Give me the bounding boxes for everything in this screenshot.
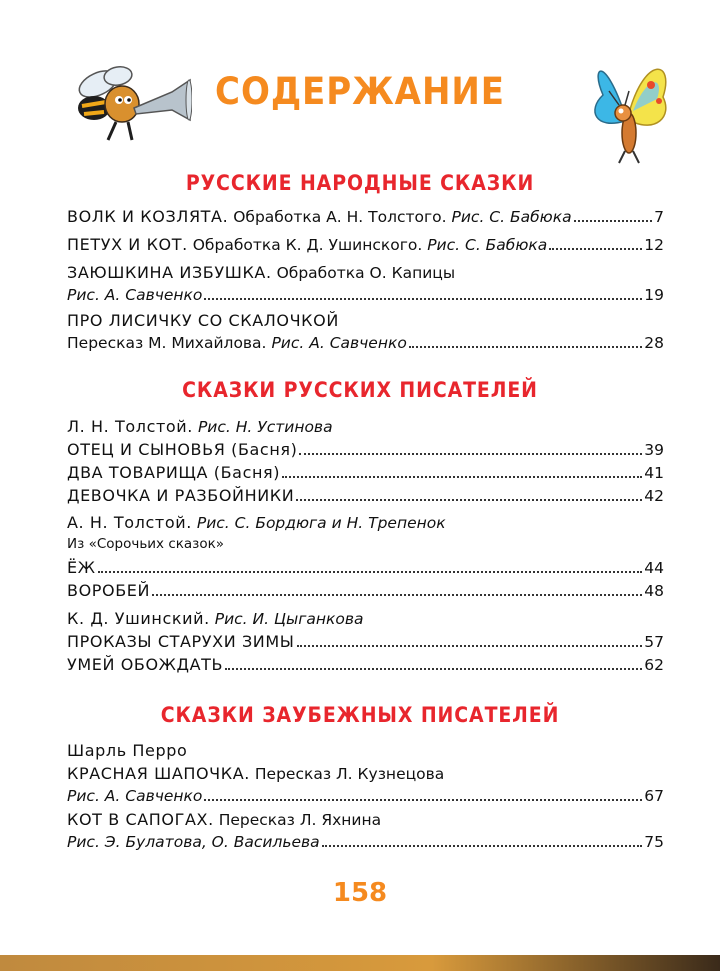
entry-illustrator: Рис. А. Савченко <box>67 286 203 304</box>
leader-dots <box>296 499 642 501</box>
entry-note: Пересказ М. Михайлова. <box>67 334 267 352</box>
toc-entry[interactable] <box>67 655 664 674</box>
toc-entry-title-line[interactable] <box>67 764 664 783</box>
leader-dots <box>204 799 642 801</box>
toc-entry-detail-line[interactable] <box>67 787 664 805</box>
author-illustrator: Рис. Н. Устинова <box>197 418 333 436</box>
author-name: А. Н. Толстой. <box>67 513 192 532</box>
page-title: СОДЕРЖАНИЕ <box>215 70 505 113</box>
entry-title: ДВА ТОВАРИЩА (Басня) <box>67 463 281 482</box>
author-name: Л. Н. Толстой. <box>67 417 193 436</box>
leader-dots <box>204 298 642 300</box>
author-line <box>67 609 664 628</box>
entry-page: 48 <box>644 582 664 600</box>
leader-dots <box>549 248 642 250</box>
section-heading: СКАЗКИ ЗАУБЕЖНЫХ ПИСАТЕЛЕЙ <box>160 703 560 727</box>
leader-dots <box>152 594 642 596</box>
toc-entry-title-line[interactable] <box>67 810 664 829</box>
toc-entry[interactable] <box>67 235 664 254</box>
entry-note: Обработка К. Д. Ушинского. <box>192 236 423 254</box>
author-line <box>67 741 664 760</box>
entry-title: ЁЖ <box>67 558 96 577</box>
leader-dots <box>225 668 642 670</box>
section-heading: СКАЗКИ РУССКИХ ПИСАТЕЛЕЙ <box>182 378 538 402</box>
book-page-edge <box>0 955 720 971</box>
entry-note: Пересказ Л. Яхнина <box>218 811 382 829</box>
toc-entry-detail-line[interactable] <box>67 833 664 851</box>
entry-title: ПРОКАЗЫ СТАРУХИ ЗИМЫ <box>67 632 295 651</box>
leader-dots <box>98 571 643 573</box>
toc-entry[interactable] <box>67 207 664 226</box>
entry-title: ВОЛК И КОЗЛЯТА. <box>67 207 229 226</box>
entry-page: 57 <box>644 633 664 651</box>
toc-entry[interactable] <box>67 558 664 577</box>
entry-page: 19 <box>644 286 664 304</box>
entry-page: 41 <box>644 464 664 482</box>
entry-page: 62 <box>644 656 664 674</box>
entry-title: ВОРОБЕЙ <box>67 581 151 600</box>
entry-title: КРАСНАЯ ШАПОЧКА. <box>67 764 250 783</box>
entry-illustrator: Рис. С. Бабюка <box>451 208 572 226</box>
author-line <box>67 417 664 436</box>
page-number: 158 <box>332 878 388 908</box>
entry-note: Обработка А. Н. Толстого. <box>233 208 447 226</box>
toc-entry[interactable] <box>67 632 664 651</box>
entry-illustrator: Рис. С. Бабюка <box>427 236 548 254</box>
leader-dots <box>574 220 653 222</box>
entry-title: ЗАЮШКИНА ИЗБУШКА. <box>67 263 272 282</box>
toc-entry-title-line[interactable] <box>67 263 664 282</box>
entry-page: 12 <box>644 236 664 254</box>
entry-note: Пересказ Л. Кузнецова <box>254 765 445 783</box>
entry-note: Обработка О. Капицы <box>276 264 456 282</box>
entry-page: 7 <box>654 208 664 226</box>
entry-title: УМЕЙ ОБОЖДАТЬ <box>67 655 224 674</box>
entry-illustrator: Рис. А. Савченко <box>271 334 407 352</box>
entry-page: 42 <box>644 487 664 505</box>
collection-subtitle: Из «Сорочьих сказок» <box>67 536 225 552</box>
entry-page: 67 <box>644 787 664 805</box>
toc-entry-detail-line[interactable] <box>67 286 664 304</box>
toc-entry[interactable] <box>67 463 664 482</box>
entry-illustrator: Рис. А. Савченко <box>67 787 203 805</box>
collection-subtitle-line <box>67 536 664 552</box>
toc-entry-detail-line[interactable] <box>67 334 664 352</box>
toc-entry[interactable] <box>67 486 664 505</box>
toc-entry[interactable] <box>67 581 664 600</box>
entry-title: ПРО ЛИСИЧКУ СО СКАЛОЧКОЙ <box>67 311 339 330</box>
author-illustrator: Рис. И. Цыганкова <box>214 610 364 628</box>
leader-dots <box>282 476 642 478</box>
entry-title: КОТ В САПОГАХ. <box>67 810 214 829</box>
section-heading: РУССКИЕ НАРОДНЫЕ СКАЗКИ <box>185 171 535 195</box>
leader-dots <box>299 453 642 455</box>
author-name: Шарль Перро <box>67 741 188 760</box>
entry-title: ДЕВОЧКА И РАЗБОЙНИКИ <box>67 486 295 505</box>
entry-page: 39 <box>644 441 664 459</box>
entry-title: ОТЕЦ И СЫНОВЬЯ (Басня) <box>67 440 298 459</box>
leader-dots <box>297 645 643 647</box>
leader-dots <box>409 346 642 348</box>
entry-page: 28 <box>644 334 664 352</box>
entry-page: 75 <box>644 833 664 851</box>
toc-entry-title-line[interactable] <box>67 311 664 330</box>
toc-entry[interactable] <box>67 440 664 459</box>
leader-dots <box>322 845 643 847</box>
author-illustrator: Рис. С. Бордюга и Н. Трепенок <box>196 514 446 532</box>
entry-title: ПЕТУХ И КОТ. <box>67 235 188 254</box>
author-name: К. Д. Ушинский. <box>67 609 210 628</box>
author-line <box>67 513 664 532</box>
entry-illustrator: Рис. Э. Булатова, О. Васильева <box>67 833 320 851</box>
entry-page: 44 <box>644 559 664 577</box>
